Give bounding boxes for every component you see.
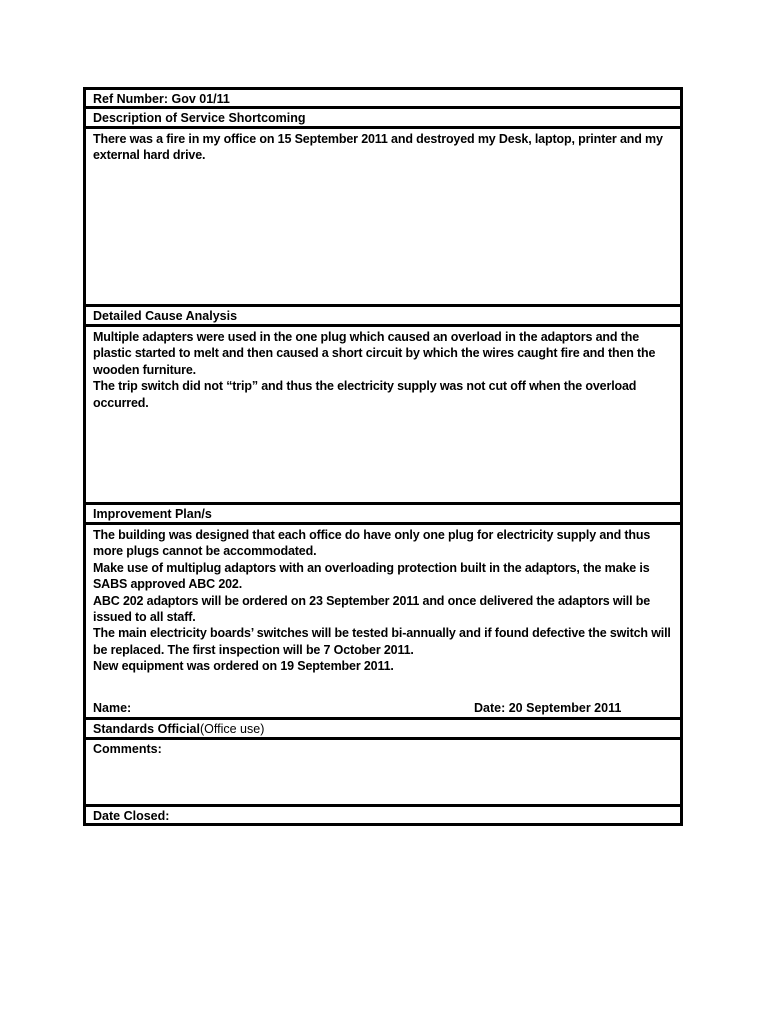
ref-number-value: Gov 01/11 bbox=[171, 92, 230, 106]
shortcoming-body-row bbox=[86, 129, 680, 307]
cause-analysis-heading: Detailed Cause Analysis bbox=[93, 309, 238, 323]
cause-analysis-paragraph: The trip switch did not “trip” and thus the electricity supply was not cut off when the overload occurred. bbox=[93, 379, 637, 410]
shortcoming-heading: Description of Service Shortcoming bbox=[93, 111, 306, 125]
standards-official-label: Standards Official bbox=[93, 722, 200, 736]
comments-row bbox=[86, 740, 680, 807]
date-closed-label: Date Closed: bbox=[93, 809, 170, 823]
standards-official-sublabel: (Office use) bbox=[199, 722, 265, 736]
date-label: Date: 20 September 2011 bbox=[474, 701, 622, 715]
cause-analysis-paragraph: Multiple adapters were used in the one plug which caused an overload in the adaptors and the plastic started to melt and then caused a short circuit by which the wires caught fire and then the wooden furniture. bbox=[93, 330, 656, 377]
improvement-plan-heading: Improvement Plan/s bbox=[93, 507, 212, 521]
shortcoming-heading-row bbox=[86, 109, 680, 129]
improvement-plan-paragraph: The building was designed that each office do have only one plug for electricity supply and thus more plugs cannot be accommodated. bbox=[93, 528, 651, 559]
service-shortcoming-form bbox=[83, 87, 683, 826]
comments-label: Comments: bbox=[93, 742, 162, 756]
name-label: Name: bbox=[93, 701, 132, 715]
cause-analysis-heading-row bbox=[86, 307, 680, 327]
improvement-plan-heading-row bbox=[86, 505, 680, 525]
improvement-plan-paragraph: ABC 202 adaptors will be ordered on 23 September 2011 and once delivered the adaptors will be issued to all staff. bbox=[93, 593, 651, 625]
improvement-plan-paragraph: Make use of multiplug adaptors with an overloading protection built in the adaptors, the make is SABS approved ABC 202. bbox=[93, 560, 650, 592]
improvement-plan-paragraph: The main electricity boards’ switches will be tested bi-annually and if found defective the switch will be replaced. The first inspection will be 7 October 2011. bbox=[93, 626, 671, 657]
improvement-plan-body-row bbox=[86, 525, 680, 720]
cause-analysis-body-row bbox=[86, 327, 680, 505]
standards-official-row bbox=[86, 720, 680, 740]
ref-number-row bbox=[86, 90, 680, 109]
ref-number-label: Ref Number: bbox=[93, 92, 169, 106]
shortcoming-text: There was a fire in my office on 15 September 2011 and destroyed my Desk, laptop, printer and my external hard drive. bbox=[93, 132, 663, 163]
improvement-plan-paragraph: New equipment was ordered on 19 September 2011. bbox=[93, 659, 394, 674]
date-closed-row bbox=[86, 807, 680, 826]
